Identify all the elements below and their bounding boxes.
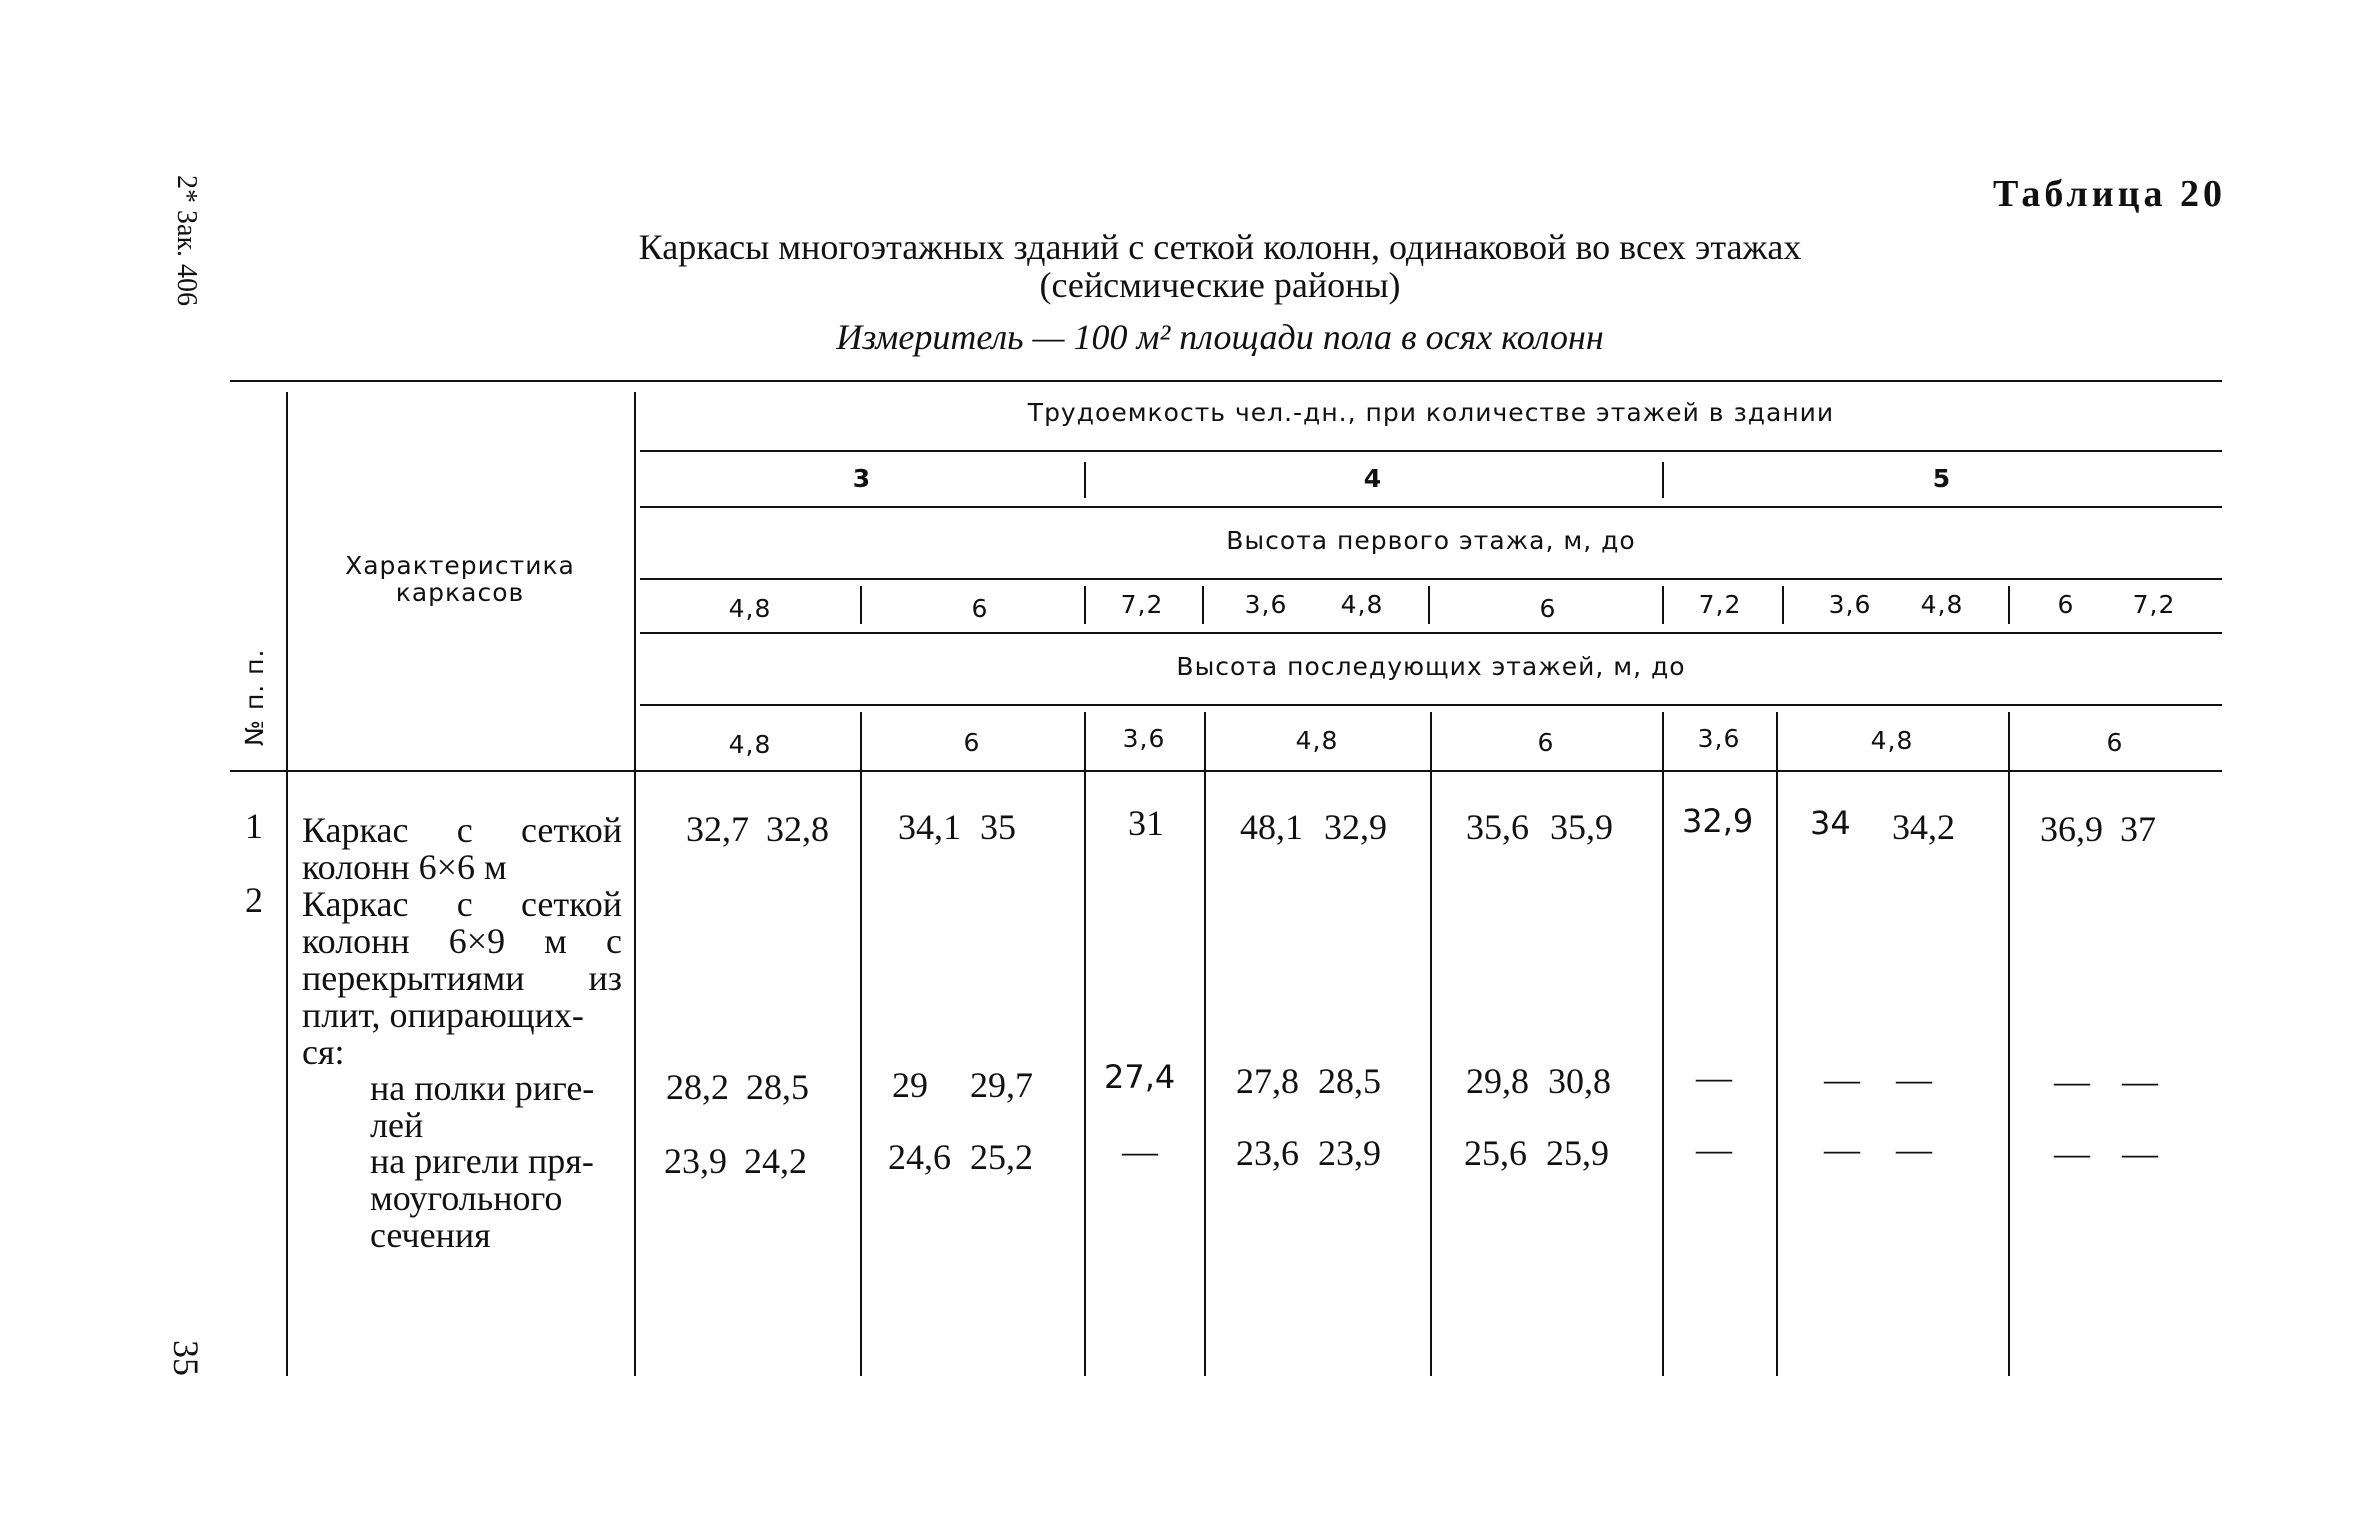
- value-cell: 37: [2120, 809, 2156, 849]
- rule-under-floors: [640, 506, 2222, 508]
- row-label-line: лей: [370, 1105, 424, 1145]
- value-cell: 24,2: [744, 1141, 807, 1181]
- first-height: 4,8: [1920, 590, 1964, 619]
- value-cell: 24,6: [888, 1137, 951, 1177]
- value-cell: 34,2: [1892, 807, 1955, 847]
- data-col-divider: [1662, 712, 1664, 1376]
- first-height: 6: [2057, 590, 2075, 619]
- next-height: 6: [1537, 728, 1555, 757]
- rule-under-labor: [640, 450, 2222, 452]
- first-height: 3,6: [1828, 590, 1872, 619]
- value-cell: 23,9: [664, 1141, 727, 1181]
- value-cell: 32,8: [766, 809, 829, 849]
- sub-row-label: [370, 1070, 630, 1144]
- value-cell: 35: [980, 807, 1016, 847]
- value-cell: 29,7: [970, 1065, 1033, 1105]
- value-cell: —: [1896, 1059, 1932, 1099]
- value-cell: 28,5: [746, 1067, 809, 1107]
- value-cell: 29: [892, 1065, 928, 1105]
- value-cell: 25,6: [1464, 1133, 1527, 1173]
- height-divider: [1202, 586, 1204, 624]
- value-cell: 32,9: [1324, 807, 1387, 847]
- height-divider: [1428, 586, 1430, 624]
- first-height: 7,2: [1120, 590, 1164, 619]
- table-top-rule: [230, 380, 2222, 382]
- value-cell: —: [1824, 1129, 1860, 1169]
- value-cell: 32,7: [686, 809, 749, 849]
- next-height: 4,8: [728, 730, 772, 759]
- rule-under-first-heights: [640, 632, 2222, 634]
- first-height: 4,8: [728, 594, 772, 623]
- value-cell: 27,4: [1104, 1058, 1176, 1096]
- row-label: [302, 886, 622, 1071]
- header-next-floor-label: Высота последующих этажей, м, до: [1176, 652, 1686, 681]
- data-col-divider: [2008, 712, 2010, 1376]
- row-label-line: Каркас с сеткой: [302, 810, 622, 850]
- header-floor-3: 3: [852, 464, 872, 493]
- data-col-divider: [1430, 712, 1432, 1376]
- value-cell: 36,9: [2040, 809, 2103, 849]
- value-cell: —: [2122, 1133, 2158, 1173]
- header-floor-5: 5: [1932, 464, 1952, 493]
- value-cell: —: [1122, 1131, 1158, 1171]
- table-title-line1: Каркасы многоэтажных зданий с сеткой колонн, одинаковой во всех этажах: [638, 227, 1802, 267]
- rule-under-next-label: [640, 704, 2222, 706]
- row-label-line: ся:: [302, 1032, 345, 1072]
- value-cell: —: [2122, 1061, 2158, 1101]
- next-height: 4,8: [1870, 726, 1914, 755]
- row-label-line: плит, опирающих-: [302, 995, 584, 1035]
- height-divider: [1662, 586, 1664, 624]
- row-label-line: колонн 6×9 м с: [302, 921, 622, 961]
- next-height: 3,6: [1697, 724, 1741, 753]
- height-divider: [860, 586, 862, 624]
- row-label-line: сечения: [370, 1215, 491, 1255]
- row-label-line: колонн 6×6 м: [302, 847, 507, 887]
- value-cell: 30,8: [1548, 1061, 1611, 1101]
- first-height: 4,8: [1340, 590, 1384, 619]
- first-height: 7,2: [1698, 590, 1742, 619]
- first-height: 6: [1539, 594, 1557, 623]
- col-divider-char: [634, 392, 636, 1376]
- value-cell: 35,6: [1466, 807, 1529, 847]
- next-height: 3,6: [1122, 724, 1166, 753]
- value-cell: 28,5: [1318, 1061, 1381, 1101]
- value-cell: 23,9: [1318, 1133, 1381, 1173]
- data-col-divider: [1084, 712, 1086, 1376]
- row-number: 2: [245, 880, 263, 920]
- row-label-line: моугольного: [370, 1178, 563, 1218]
- height-divider: [1782, 586, 1784, 624]
- value-cell: 48,1: [1240, 807, 1303, 847]
- value-cell: 27,8: [1236, 1061, 1299, 1101]
- value-cell: 35,9: [1550, 807, 1613, 847]
- rule-under-first-label: [640, 578, 2222, 580]
- value-cell: —: [2054, 1133, 2090, 1173]
- table-title-line2: (сейсмические районы): [1039, 265, 1401, 305]
- header-first-floor-label: Высота первого этажа, м, до: [1226, 526, 1636, 555]
- header-bottom-rule: [230, 770, 2222, 772]
- row-label: [302, 812, 622, 886]
- data-col-divider: [860, 712, 862, 1376]
- value-cell: —: [1896, 1129, 1932, 1169]
- data-col-divider: [1776, 712, 1778, 1376]
- value-cell: 32,9: [1682, 802, 1754, 840]
- row-number: 1: [245, 806, 263, 846]
- value-cell: —: [1696, 1129, 1732, 1169]
- header-char-col: Характеристика каркасов: [345, 551, 575, 607]
- row-label-line: Каркас с сеткой: [302, 884, 622, 924]
- height-divider: [2008, 586, 2010, 624]
- data-col-divider: [1204, 712, 1206, 1376]
- value-cell: 25,9: [1546, 1133, 1609, 1173]
- row-label-line: на ригели пря-: [370, 1141, 594, 1181]
- value-cell: 31: [1128, 803, 1164, 843]
- first-height: 7,2: [2132, 590, 2176, 619]
- header-floor-4: 4: [1363, 464, 1383, 493]
- value-cell: —: [1696, 1057, 1732, 1097]
- value-cell: 34: [1810, 804, 1851, 842]
- row-label-line: перекрытиями из: [302, 958, 622, 998]
- sub-row-label: [370, 1143, 630, 1254]
- next-height: 4,8: [1295, 726, 1339, 755]
- table-label: Таблица 20: [1992, 173, 2226, 215]
- value-cell: —: [2054, 1061, 2090, 1101]
- value-cell: —: [1824, 1059, 1860, 1099]
- next-height: 6: [2106, 728, 2124, 757]
- col-divider-num: [286, 392, 288, 1376]
- measure-unit: Измеритель — 100 м² площади пола в осях колонн: [836, 317, 1604, 357]
- next-height: 6: [963, 728, 981, 757]
- value-cell: 34,1: [898, 807, 961, 847]
- value-cell: 28,2: [666, 1067, 729, 1107]
- value-cell: 25,2: [970, 1137, 1033, 1177]
- header-labor: Трудоемкость чел.-дн., при количестве этажей в здании: [1027, 398, 1835, 427]
- first-height: 3,6: [1244, 590, 1288, 619]
- value-cell: 29,8: [1466, 1061, 1529, 1101]
- value-cell: 23,6: [1236, 1133, 1299, 1173]
- row-label-line: на полки риге-: [370, 1068, 595, 1108]
- height-divider: [1084, 586, 1086, 624]
- first-height: 6: [971, 594, 989, 623]
